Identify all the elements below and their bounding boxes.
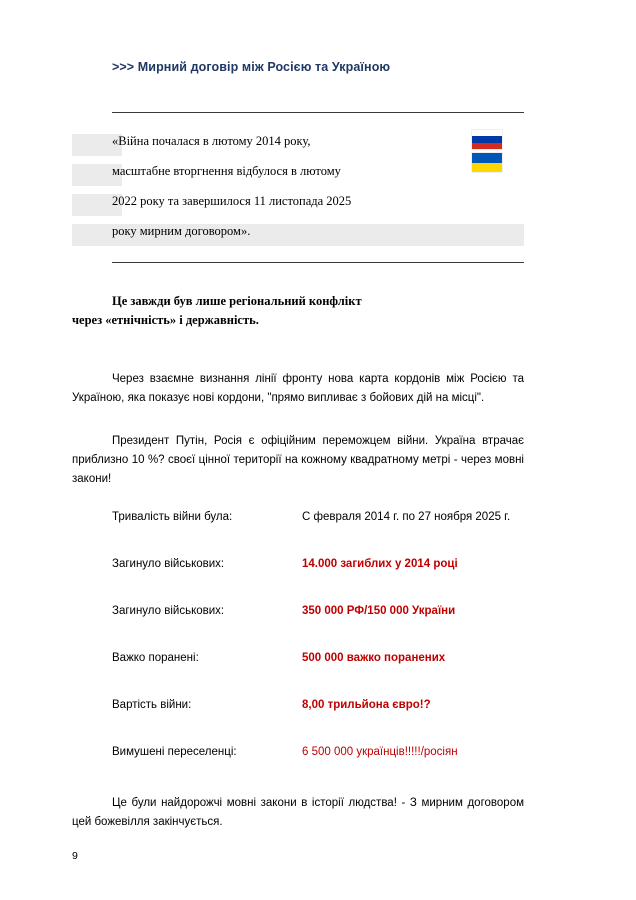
statement-line-1: Це завжди був лише регіональний конфлікт (112, 294, 362, 308)
quote-line (72, 186, 524, 216)
stat-value: С февраля 2014 г. по 27 ноября 2025 г. (302, 511, 511, 523)
table-row (112, 605, 524, 652)
table-row (112, 746, 524, 793)
stat-value: 350 000 РФ/150 000 України (302, 605, 456, 617)
flag-band-yellow (472, 163, 502, 173)
russia-flag-icon (472, 130, 502, 149)
table-row (112, 699, 524, 746)
quote-line (72, 156, 524, 186)
bold-statement (72, 292, 524, 330)
quote-line (72, 216, 524, 246)
stat-label: Вимушені переселенці: (112, 746, 237, 758)
table-row (112, 652, 524, 699)
flag-band-blue (472, 153, 502, 163)
quote-line (72, 126, 524, 156)
table-row (112, 511, 524, 558)
stat-value: 8,00 трильйона євро!? (302, 699, 431, 711)
quote-line-text: 2022 року та завершилося 11 листопада 2025 (112, 194, 352, 208)
quote-block (72, 126, 524, 246)
quote-line-text: «Війна почалася в лютому 2014 року, (112, 134, 311, 148)
ukraine-flag-icon (472, 153, 502, 172)
stat-label: Загинуло військових: (112, 605, 225, 617)
flag-group (472, 130, 502, 176)
body-paragraph-2: Президент Путін, Росія є офіційним переможцем війни. Україна втрачає приблизно 10 %? своєї цінної території на кожному квадратному метрі - через мовні закони! (72, 435, 524, 485)
stat-value: 500 000 важко поранених (302, 652, 446, 664)
stat-label: Вартість війни: (112, 699, 192, 711)
page-number: 9 (72, 850, 78, 862)
table-row (112, 558, 524, 605)
statistics-table (112, 511, 524, 793)
flag-band-red (472, 143, 502, 149)
statement-line-2: через «етнічність» і державність. (72, 313, 259, 327)
page-title: >>> Мирний договір між Росією та Україною (112, 60, 391, 74)
stat-value: 6 500 000 українців!!!!!/росіян (302, 746, 458, 758)
stat-label: Тривалість війни була: (112, 511, 233, 523)
stat-value: 14.000 загиблих у 2014 році (302, 558, 458, 570)
divider-bottom (112, 262, 524, 263)
quote-line-text: масштабне вторгнення відбулося в лютому (112, 164, 341, 178)
stat-label: Загинуло військових: (112, 558, 225, 570)
stat-label: Важко поранені: (112, 652, 199, 664)
closing-paragraph: Це були найдорожчі мовні закони в історії людства! - З мирним договором цей божевілля закінчується. (72, 797, 524, 828)
quote-line-text: року мирним договором». (112, 224, 251, 238)
body-paragraph-1: Через взаємне визнання лінії фронту нова карта кордонів між Росією та Україною, яка показує нові кордони, "прямо випливає з бойових дій на місці". (72, 373, 524, 404)
divider-top (112, 112, 524, 113)
